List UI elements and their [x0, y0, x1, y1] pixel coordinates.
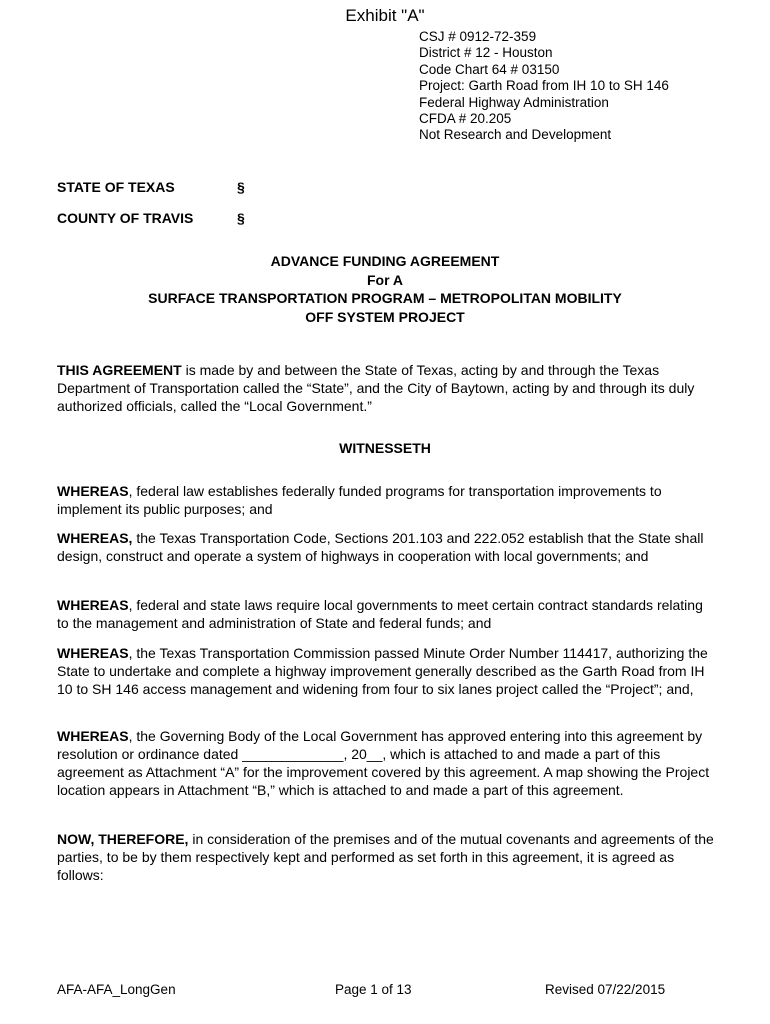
- project-name: Project: Garth Road from IH 10 to SH 146: [419, 78, 669, 94]
- body-text: , federal and state laws require local governments to meet certain contract standards relating to the management and administration of State and federal funds; and: [57, 597, 703, 631]
- lead-text: WHEREAS: [57, 645, 129, 661]
- body-text: in consideration of the premises and of the mutual covenants and agreements of the parties, to be by them respectively kept and performed as set forth in this agreement, it is agreed as follows:: [57, 831, 714, 883]
- witnesseth-heading: WITNESSETH: [339, 440, 431, 456]
- revision-date: Revised 07/22/2015: [545, 982, 666, 997]
- cfda-number: CFDA # 20.205: [419, 111, 512, 127]
- whereas-paragraph: [57, 597, 717, 633]
- title-line: OFF SYSTEM PROJECT: [305, 308, 465, 325]
- whereas-paragraph: [57, 645, 717, 699]
- lead-text: THIS AGREEMENT: [57, 362, 182, 378]
- lead-text: WHEREAS: [57, 728, 129, 744]
- csj-number: CSJ # 0912-72-359: [419, 29, 537, 44]
- page-number: Page 1 of 13: [335, 982, 412, 997]
- form-id: AFA-AFA_LongGen: [57, 982, 176, 997]
- lead-text: NOW, THEREFORE,: [57, 831, 189, 847]
- body-text: , federal law establishes federally funded programs for transportation improvements to implement its public purposes; and: [57, 483, 662, 517]
- lead-text: WHEREAS,: [57, 530, 133, 546]
- title-line: SURFACE TRANSPORTATION PROGRAM – METROPOLITAN MOBILITY: [148, 290, 622, 306]
- section-mark: §: [237, 210, 245, 226]
- district: District # 12 - Houston: [419, 45, 553, 61]
- county-line: [57, 210, 245, 226]
- lead-text: WHEREAS: [57, 483, 129, 499]
- code-chart: Code Chart 64 # 03150: [419, 61, 560, 77]
- whereas-paragraph: [57, 483, 717, 519]
- title-line: ADVANCE FUNDING AGREEMENT: [270, 253, 500, 269]
- lead-text: WHEREAS: [57, 597, 129, 613]
- agreement-title: [0, 252, 770, 326]
- state-line: [57, 179, 245, 195]
- body-text: the Texas Transportation Code, Sections 201.103 and 222.052 establish that the State shall design, construct and operate a system of highways in cooperation with local governments; and: [57, 530, 704, 564]
- exhibit-label: Exhibit "A": [345, 6, 425, 25]
- state-label: STATE OF TEXAS: [57, 179, 175, 195]
- section-mark: §: [237, 179, 245, 195]
- body-text: is made by and between the State of Texas, acting by and through the Texas Department of Transportation called the “State”, and the City of Baytown, acting by and through its duly authorized officials, called the “Local Government.”: [57, 362, 695, 414]
- intro-paragraph: [57, 362, 717, 416]
- project-info-block: [419, 29, 669, 144]
- research-note: Not Research and Development: [419, 127, 612, 143]
- body-text: , the Governing Body of the Local Government has approved entering into this agreement by resolution or ordinance dated _____________, 20__, which is attached to and made a part of this agreement as Attachment “A” for the improvement covered by this agreement. A map showing the Project location appears in Attachment “B,” which is attached to and made a part of this agreement.: [57, 728, 710, 798]
- whereas-paragraph: [57, 728, 717, 800]
- agency: Federal Highway Administration: [419, 94, 609, 110]
- title-line: For A: [366, 271, 404, 288]
- whereas-paragraph: [57, 530, 717, 566]
- county-label: COUNTY OF TRAVIS: [57, 210, 194, 226]
- body-text: , the Texas Transportation Commission passed Minute Order Number 114417, authorizing the State to undertake and complete a highway improvement generally described as the Garth Road from IH 10 to SH 146 access management and widening from four to six lanes project called the “Project”; and,: [57, 645, 708, 697]
- now-therefore-paragraph: [57, 831, 717, 885]
